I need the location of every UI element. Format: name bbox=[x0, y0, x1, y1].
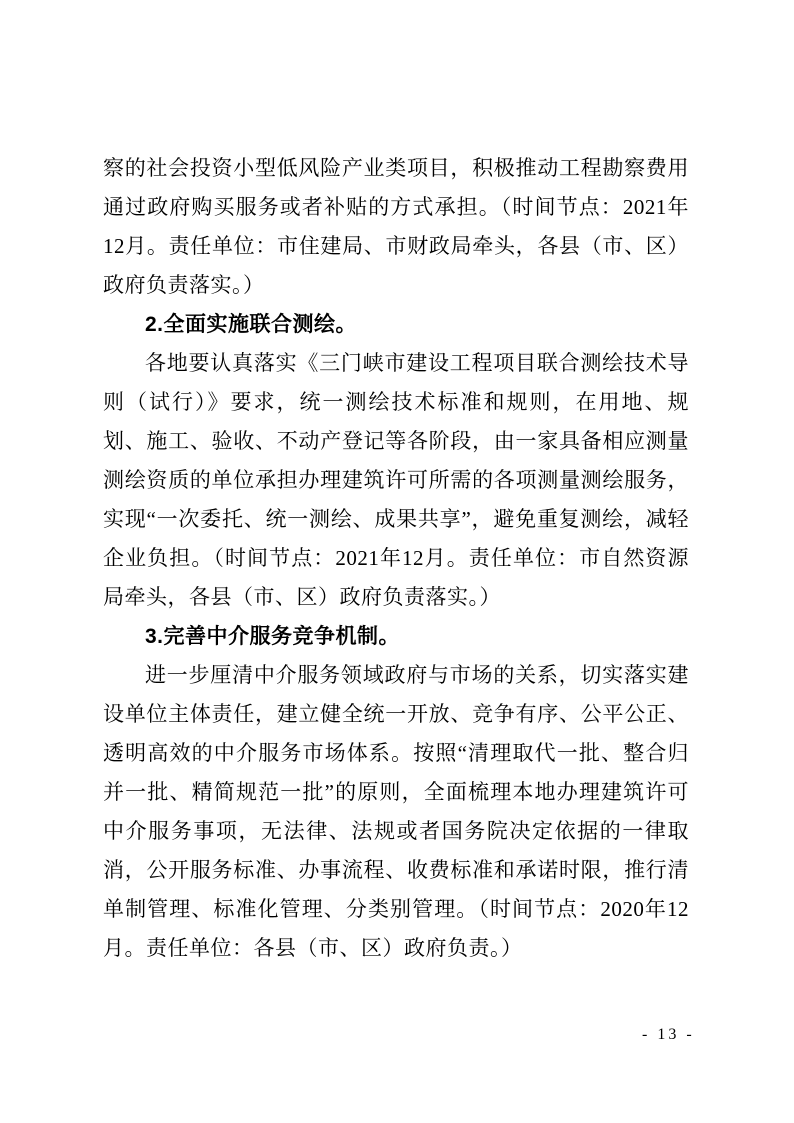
paragraph-continuation: 察的社会投资小型低风险产业类项目，积极推动工程勘察费用通过政府购买服务或者补贴的方式承担。（时间节点：2021年12月。责任单位：市住建局、市财政局牵头，各县（市、区）政府负责落实。） bbox=[103, 156, 689, 297]
section-3-body: 进一步厘清中介服务领域政府与市场的关系，切实落实建设单位主体责任，建立健全统一开放、竞争有序、公平公正、透明高效的中介服务市场体系。按照“清理取代一批、整合归并一批、精简规范一批”的原则，全面梳理本地办理建筑许可中介服务事项，无法律、法规或者国务院决定依据的一律取消，公开服务标准、办事流程、收费标准和承诺时限，推行清单制管理、标准化管理、分类别管理。（时间节点：2020年12月。责任单位：各县（市、区）政府负责。） bbox=[103, 663, 689, 960]
page-number: - 13 - bbox=[642, 1026, 695, 1043]
section-heading-2: 2.全面实施联合测绘。 bbox=[145, 313, 358, 336]
section-heading-3: 3.完善中介服务竞争机制。 bbox=[145, 625, 401, 648]
document-body bbox=[103, 149, 689, 968]
section-2-body: 各地要认真落实《三门峡市建设工程项目联合测绘技术导则（试行）》要求，统一测绘技术标准和规则，在用地、规划、施工、验收、不动产登记等各阶段，由一家具备相应测量测绘资质的单位承担办理建筑许可所需的各项测量测绘服务，实现“一次委托、统一测绘、成果共享”，避免重复测绘，减轻企业负担。（时间节点：2021年12月。责任单位：市自然资源局牵头，各县（市、区）政府负责落实。） bbox=[103, 351, 689, 609]
